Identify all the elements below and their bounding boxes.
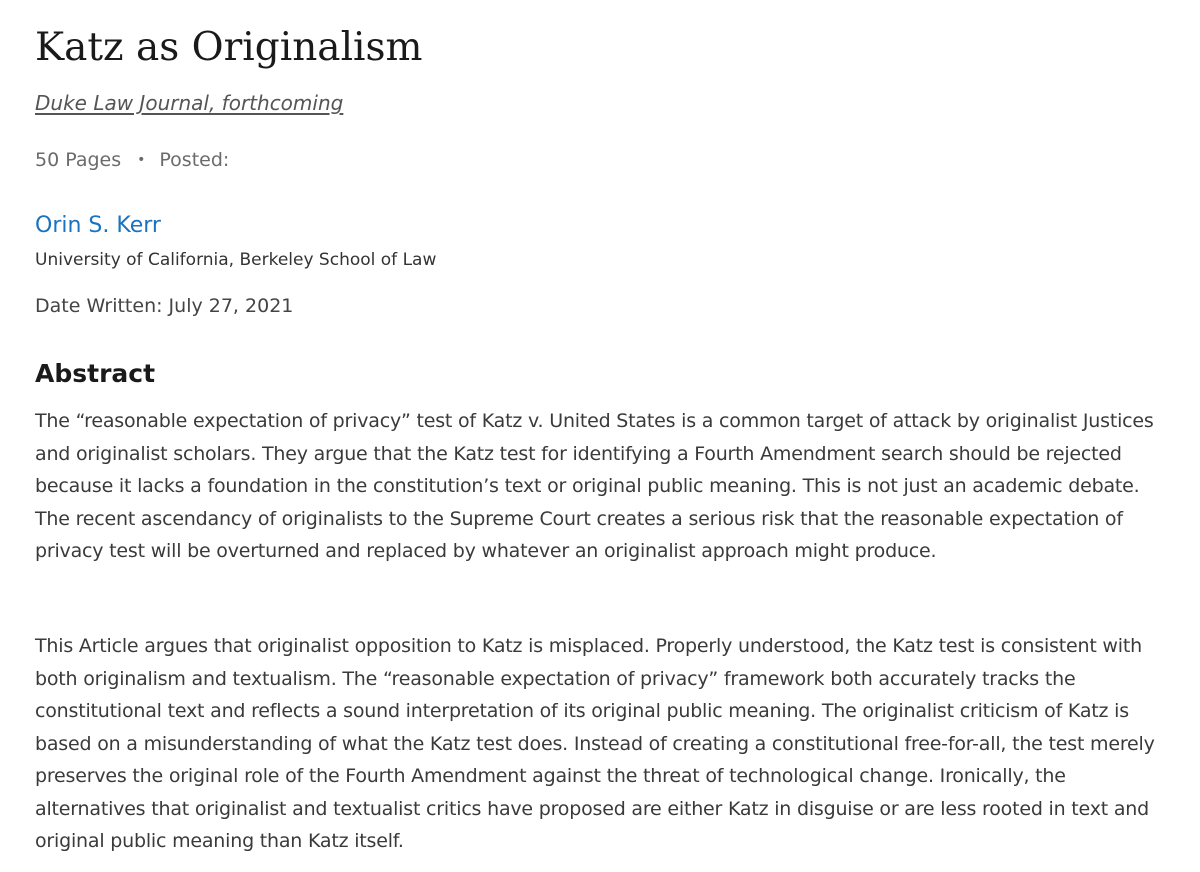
- date-written: Date Written: July 27, 2021: [35, 295, 294, 317]
- page-count: 50 Pages: [35, 149, 122, 171]
- abstract-heading: Abstract: [35, 359, 156, 388]
- author-link[interactable]: Orin S. Kerr: [35, 213, 161, 238]
- abstract-paragraph: The “reasonable expectation of privacy” test of Katz v. United States is a common target of attack by originalist Justices and originalist scholars. They argue that the Katz test for identifying a Fourth Amendment search should be rejected because it lacks a foundation in the constitution’s text or original public meaning. This is not just an academic debate. The recent ascendancy of originalists to the Supreme Court creates a serious risk that the reasonable expectation of privacy test will be overturned and replaced by whatever an originalist approach might produce.: [35, 410, 1154, 562]
- meta-separator: •: [137, 152, 146, 168]
- posted-label: Posted:: [159, 149, 230, 171]
- journal-link[interactable]: Duke Law Journal, forthcoming: [35, 91, 344, 115]
- paper-title: Katz as Originalism: [35, 25, 423, 70]
- author-affiliation: University of California, Berkeley School of Law: [35, 250, 437, 270]
- abstract-paragraph: This Article argues that originalist opposition to Katz is misplaced. Properly understood, the Katz test is consistent with both originalism and textualism. The “reasonable expectation of privacy” framework both accurately tracks the constitutional text and reflects a sound interpretation of its original public meaning. The originalist criticism of Katz is based on a misunderstanding of what the Katz test does. Instead of creating a constitutional free-for-all, the test merely preserves the original role of the Fourth Amendment against the threat of technological change. Ironically, the alternatives that originalist and textualist critics have proposed are either Katz in disguise or are less rooted in text and original public meaning than Katz itself.: [35, 635, 1155, 852]
- paper-meta: [35, 145, 229, 175]
